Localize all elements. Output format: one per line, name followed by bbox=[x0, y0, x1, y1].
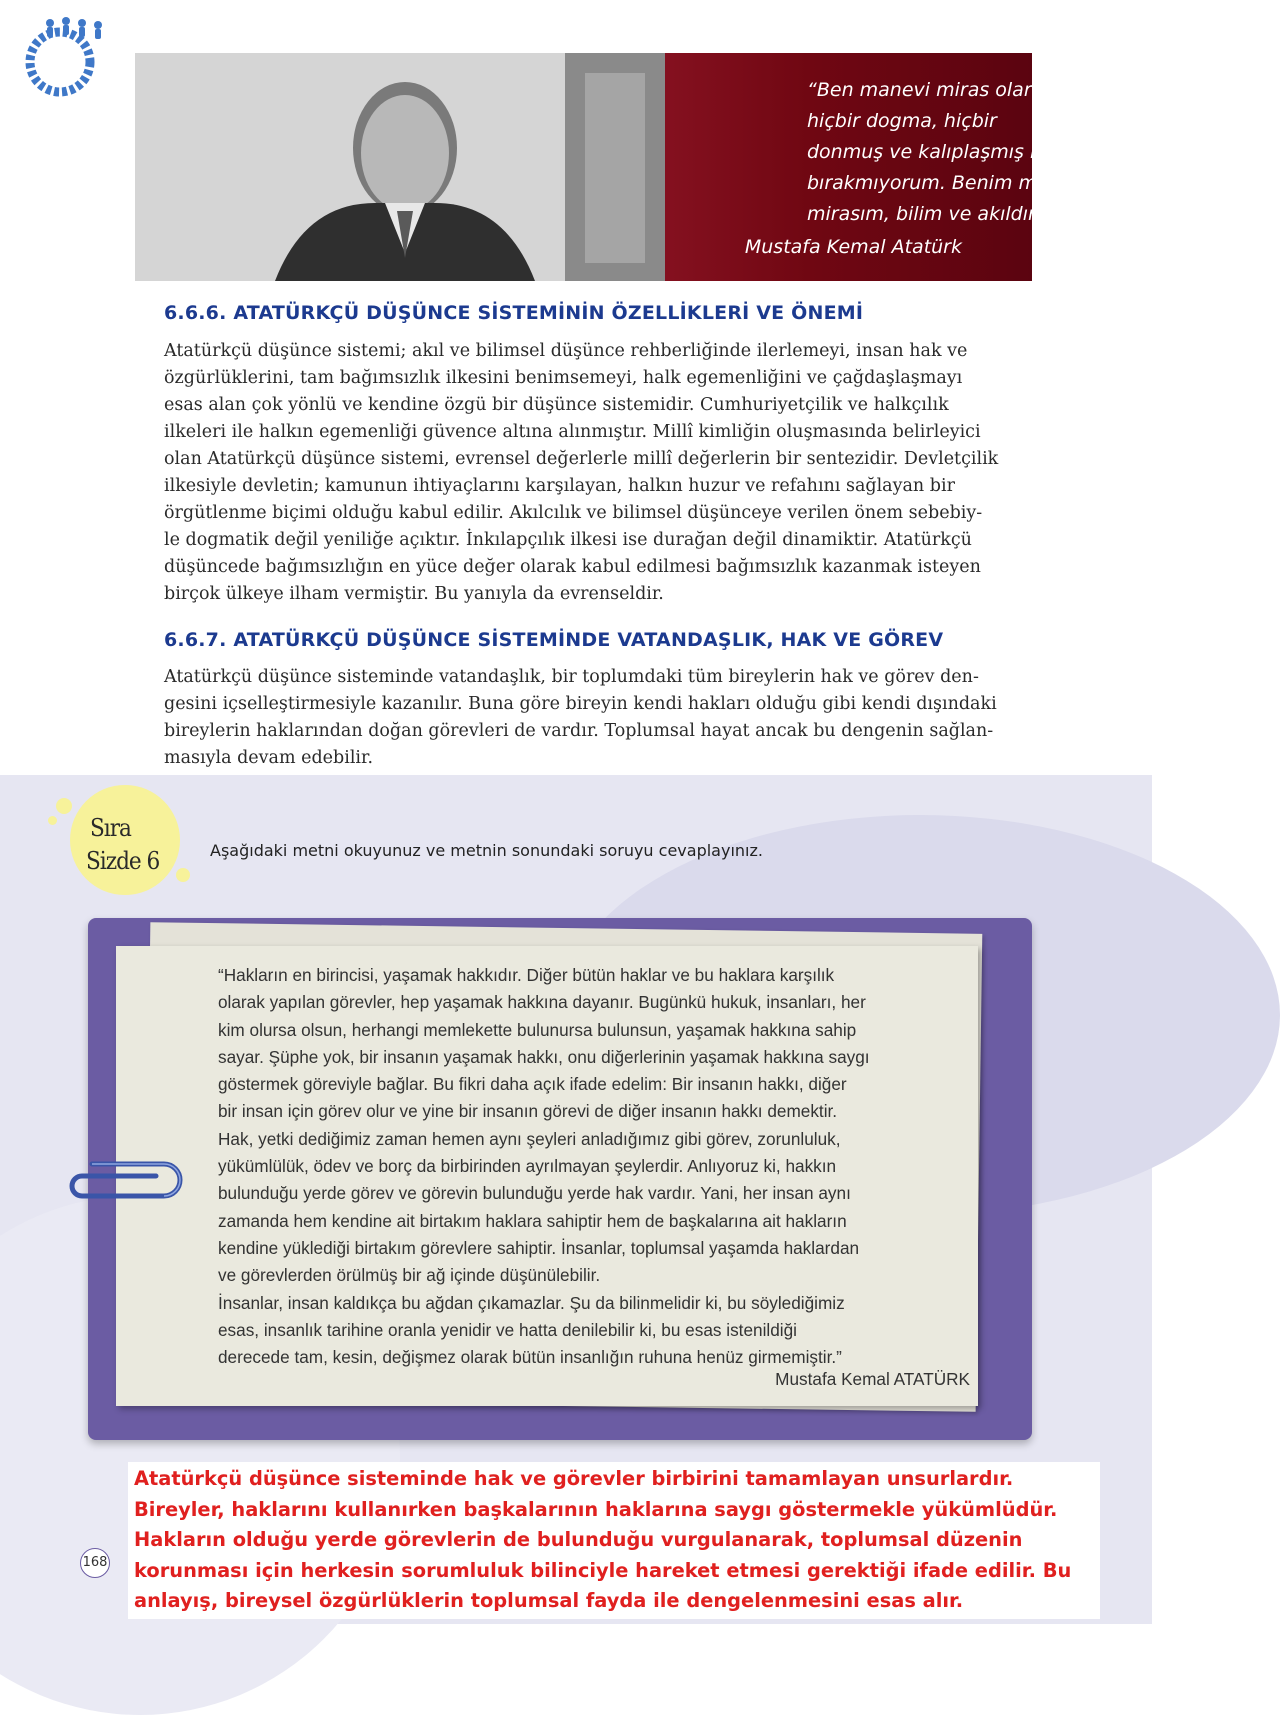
activity-badge-label bbox=[86, 812, 159, 878]
body-line: özgürlüklerini, tam bağımsızlık ilkesini benimsemeyi, halk egemenliğini ve çağdaşlaşmayı bbox=[164, 368, 963, 388]
section-body bbox=[164, 338, 1034, 608]
body-line: ilkeleri ile halkın egemenliği güvence altına alınmıştır. Millî kimliğin oluşmasında belirleyici bbox=[164, 422, 981, 442]
portrait-photo bbox=[135, 53, 665, 281]
section-body bbox=[164, 664, 1034, 772]
body-line: düşüncede bağımsızlığın en yüce değer olarak kabul edilmesi bağımsızlık kazanmak isteyen bbox=[164, 557, 981, 577]
body-line: le dogmatik değil yeniliğe açıktır. İnkılapçılık ilkesi ise durağan değil dinamiktir. Atatürkçü bbox=[164, 530, 972, 550]
logo-icon bbox=[14, 14, 106, 106]
quote-text: “Hakların en birincisi, yaşamak hakkıdır. Diğer bütün haklar ve bu haklara karşılık olarak yapılan görevler, hep yaşamak hakkına dayanır. Bugünkü hukuk, insanları, her kim olursa olsun, herhangi memlekette bulunursa bulunsun, yaşamak hakkına sahip sayar. Şüphe yok, bir insanın yaşamak hakkı, onu diğerlerinin yaşamak hakkına saygı göstermek göreviyle bağlar. Bu fikri daha açık ifade edelim: Bir insanın hakkı, diğer bir insan için görev olur ve yine bir insanın görevi de diğer insanın hakkı demektir. Hak, yetki dediğimiz zaman hemen aynı şeyleri anladığımız gibi görev, zorunluluk, yükümlülük, ödev ve borç da birbirinden ayrılmayan şeylerdir. Anlıyoruz ki, hakkın bulunduğu yerde görev ve görevin bulunduğu yerde hak vardır. Yani, her insan aynı zamanda hem kendine ait birtakım haklara sahiptir hem de başkalarına ait hakların kendine yüklediği birtakım görevlere sahiptir. İnsanlar, toplumsal yaşamda haklardan ve görevlerden örülmüş bir ağ içinde düşünülebilir. İnsanlar, insan kaldıkça bu ağdan çıkamazlar. Şu da bilinmelidir ki, bu söylediğimiz esas, insanlık tarihine oranla yenidir ve hatta denilebilir ki, bu esas istenildiği derecede tam, kesin, değişmez olarak bütün insanlığın ruhuna henüz girmemiştir.” bbox=[218, 965, 870, 1368]
activity-instruction: Aşağıdaki metni okuyunuz ve metnin sonundaki soruyu cevaplayınız. bbox=[210, 841, 763, 860]
hero-quote bbox=[807, 75, 1147, 230]
hero-quote-line: “Ben manevi miras olarak bbox=[807, 79, 1055, 101]
badge-dot bbox=[48, 816, 57, 825]
hero-quote-line: donmuş ve kalıplaşmış kural bbox=[807, 141, 1078, 163]
body-line: masıyla devam edebilir. bbox=[164, 748, 374, 768]
page-number: 168 bbox=[80, 1548, 110, 1578]
body-line: olan Atatürkçü düşünce sistemi, evrensel değerlerle millî değerlerin bir sentezidir. Devletçilik bbox=[164, 449, 999, 469]
section-title: 6.6.7. ATATÜRKÇÜ DÜŞÜNCE SİSTEMİNDE VATANDAŞLIK, HAK VE GÖREV bbox=[164, 629, 944, 651]
hero-quote-line: bırakmıyorum. Benim manevi bbox=[807, 172, 1089, 194]
hero-quote-line: mirasım, bilim ve akıldır.” bbox=[807, 203, 1050, 225]
badge-line: Sıra bbox=[90, 814, 131, 842]
body-line: esas alan çok yönlü ve kendine özgü bir düşünce sistemidir. Cumhuriyetçilik ve halkçılık bbox=[164, 395, 949, 415]
summary-line: Bireyler, haklarını kullanırken başkalarının haklarına saygı göstermekle yükümlüdür. bbox=[134, 1497, 1058, 1521]
badge-dot bbox=[56, 798, 72, 814]
summary-line: Hakların olduğu yerde görevlerin de bulunduğu vurgulanarak, toplumsal düzenin bbox=[134, 1528, 1023, 1551]
badge-dot bbox=[176, 868, 190, 882]
body-line: gesini içselleştirmesiyle kazanılır. Buna göre bireyin kendi hakları olduğu gibi kendi dışındaki bbox=[164, 694, 997, 714]
section-title: 6.6.6. ATATÜRKÇÜ DÜŞÜNCE SİSTEMİNİN ÖZELLİKLERİ VE ÖNEMİ bbox=[164, 302, 864, 324]
body-line: birçok ülkeye ilham vermiştir. Bu yanıyla da evrenseldir. bbox=[164, 584, 664, 604]
body-line: örgütlenme biçimi olduğu kabul edilir. Akılcılık ve bilimsel düşünceye verilen önem sebebiy- bbox=[164, 503, 983, 523]
quote-author: Mustafa Kemal ATATÜRK bbox=[775, 1369, 970, 1389]
summary-line: anlayış, bireysel özgürlüklerin toplumsal fayda ile dengelenmesini esas alır. bbox=[134, 1589, 964, 1612]
hero-banner bbox=[135, 53, 1089, 281]
hero-author: Mustafa Kemal Atatürk bbox=[744, 236, 962, 258]
body-line: Atatürkçü düşünce sistemi; akıl ve bilimsel düşünce rehberliğinde ilerlemeyi, insan hak ve bbox=[164, 341, 968, 361]
summary-line: korunması için herkesin sorumluluk bilinciyle hareket etmesi gerektiği ifade edilir. Bu bbox=[134, 1558, 1072, 1582]
summary-line: Atatürkçü düşünce sisteminde hak ve görevler birbirini tamamlayan unsurlardır. bbox=[134, 1467, 1014, 1490]
paperclip-icon bbox=[52, 1150, 197, 1210]
hero-quote-line: hiçbir dogma, hiçbir bbox=[807, 110, 997, 132]
answer-summary bbox=[128, 1462, 1100, 1619]
badge-line: Sizde 6 bbox=[86, 847, 160, 875]
body-line: Atatürkçü düşünce sisteminde vatandaşlık, bir toplumdaki tüm bireylerin hak ve görev den- bbox=[164, 667, 979, 687]
body-line: ilkesiyle devletin; kamunun ihtiyaçlarını karşılayan, halkın huzur ve refahını sağlayan bir bbox=[164, 476, 955, 496]
body-line: bireylerin haklarından doğan görevleri de vardır. Toplumsal hayat ancak bu dengenin sağlan- bbox=[164, 721, 994, 741]
